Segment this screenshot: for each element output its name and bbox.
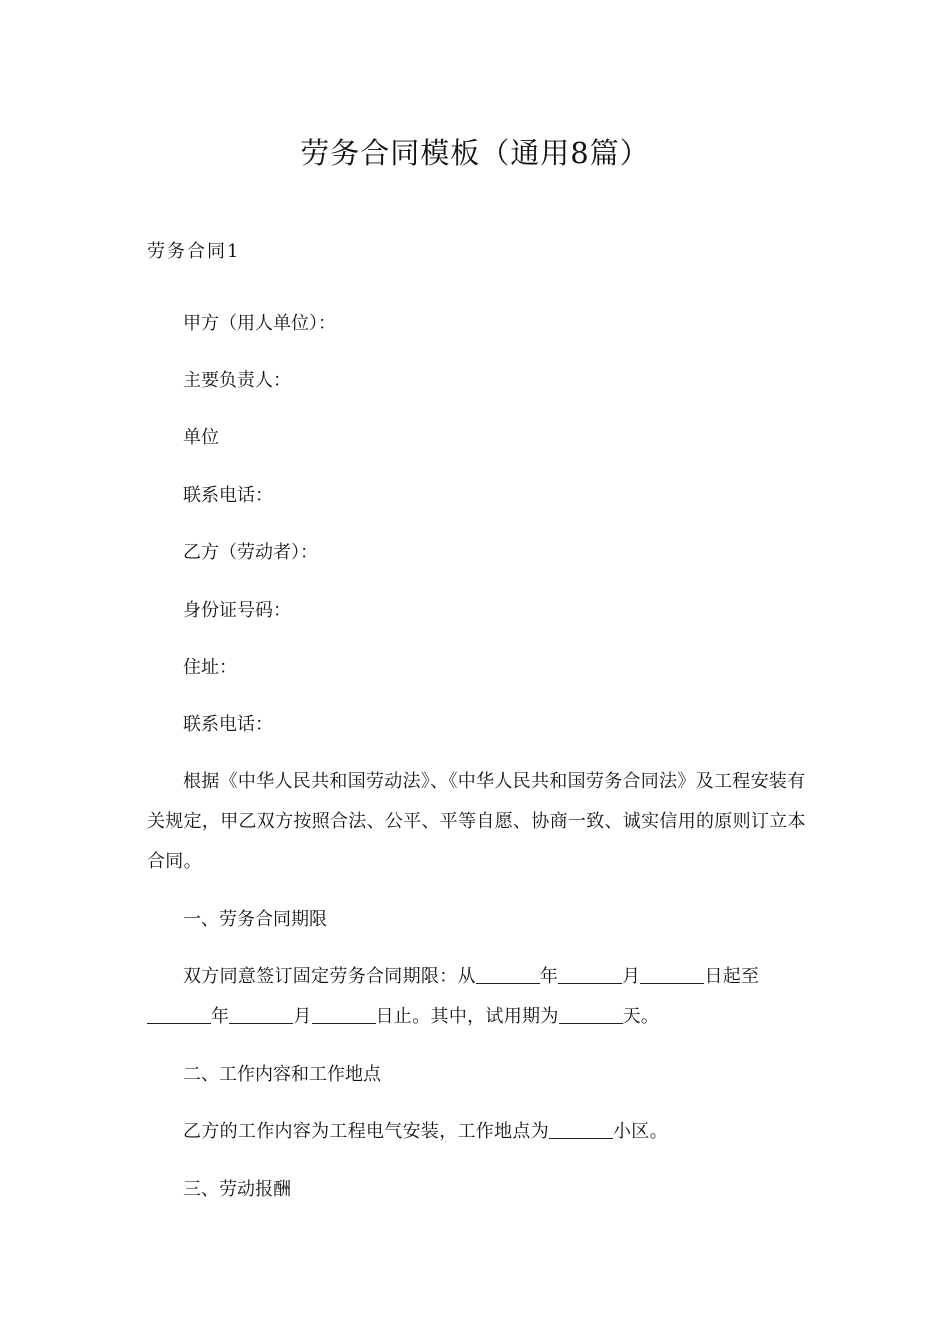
day-from-label: 日起至 (704, 966, 760, 987)
field-id-number: 身份证号码： (183, 600, 291, 621)
blank-community (549, 1118, 613, 1139)
clause2-text-b: 小区。 (613, 1121, 668, 1142)
month-label: 月 (293, 1006, 312, 1027)
day-to-label: 日止。其中，试用期为 (375, 1006, 559, 1027)
clause1-text-a: 双方同意签订固定劳务合同期限：从 (183, 966, 476, 987)
blank-start-day (640, 963, 704, 984)
year-label: 年 (211, 1006, 230, 1027)
clause2-text-a: 乙方的工作内容为工程电气安装，工作地点为 (183, 1121, 549, 1142)
year-label: 年 (539, 966, 559, 987)
blank-end-year (147, 1003, 211, 1024)
blank-end-day (312, 1003, 376, 1024)
blank-start-month (558, 963, 622, 984)
field-party-b: 乙方（劳动者）： (183, 542, 318, 563)
clause3-heading: 三、劳动报酬 (183, 1179, 291, 1200)
field-unit: 单位 (183, 427, 219, 448)
clause1-paragraph (147, 957, 811, 1037)
document-title: 劳务合同模板（通用8篇） (300, 136, 650, 170)
clause2-heading: 二、工作内容和工作地点 (183, 1064, 381, 1085)
clause1-heading: 一、劳务合同期限 (183, 909, 327, 930)
days-label: 天。 (622, 1006, 660, 1027)
field-phone-a: 联系电话： (183, 485, 273, 506)
field-party-a: 甲方（用人单位）： (183, 313, 336, 334)
blank-end-month (229, 1003, 293, 1024)
preamble-paragraph: 根据《中华人民共和国劳动法》、《中华人民共和国劳务合同法》及工程安装有关规定，甲乙双方按照合法、公平、平等自愿、协商一致、诚实信用的原则订立本合同。 (147, 771, 806, 872)
field-phone-b: 联系电话： (183, 714, 273, 735)
blank-probation-days (559, 1003, 623, 1024)
field-address: 住址： (183, 657, 237, 678)
blank-start-year (476, 963, 540, 984)
section-title: 劳务合同1 (147, 241, 241, 262)
month-label: 月 (622, 966, 641, 987)
clause2-paragraph (147, 1112, 811, 1152)
field-principal: 主要负责人： (183, 370, 291, 391)
